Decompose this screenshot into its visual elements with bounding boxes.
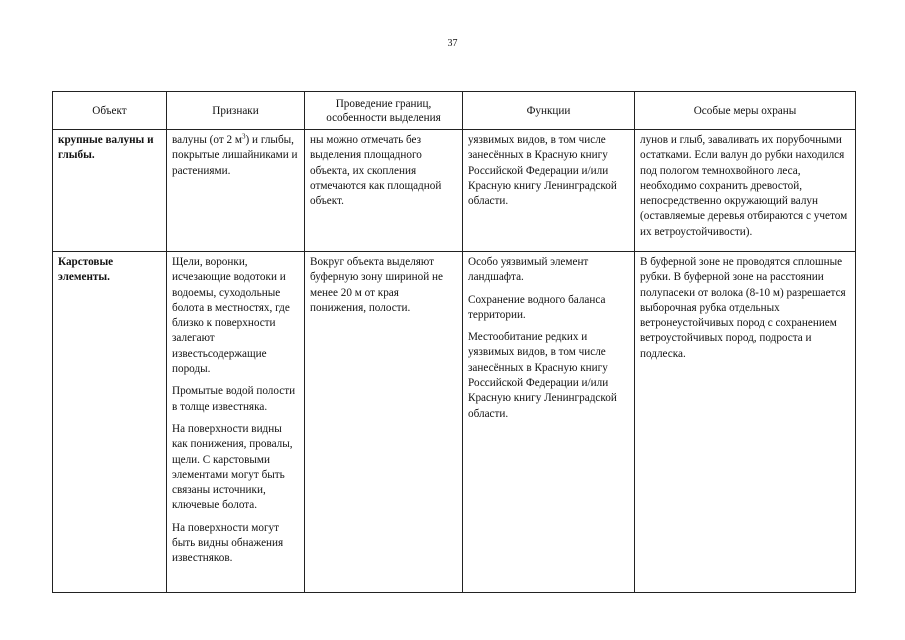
measures-cell — [635, 130, 856, 252]
page-number: 37 — [447, 38, 458, 49]
functions-paragraph: Местообитание редких и уязвимых видов, в том числе занесённых в Красную книгу Российской Федерации и/или Красную книгу Ленинградской области. — [468, 331, 617, 420]
header-signs: Признаки — [167, 92, 305, 130]
object-cell: Карстовые элементы. — [53, 252, 167, 593]
signs-paragraph: Щели, воронки, исчезающие водотоки и водоемы, суходольные болота в местностях, где близко к поверхности залегают известьсодержащие породы. — [172, 256, 290, 376]
signs-paragraph: валуны (от 2 $м^3$) и глыбы, покрытые лишайниками и растениями. — [172, 132, 298, 177]
header-measures: Особые меры охраны — [635, 92, 856, 130]
header-object: Объект — [53, 92, 167, 130]
boundaries-cell — [305, 130, 463, 252]
functions-paragraph: уязвимых видов, в том числе занесённых в Красную книгу Российской Федерации и/или Красную книгу Ленинградской области. — [468, 134, 617, 208]
signs-paragraph: На поверхности могут быть видны обнажения известняков. — [172, 521, 284, 565]
table-row — [53, 130, 856, 252]
boundaries-cell — [305, 252, 463, 593]
functions-paragraph: Сохранение водного баланса территории. — [468, 293, 606, 321]
signs-paragraph: На поверхности видны как понижения, провалы, щели. С карстовыми элементами могут быть связаны источники, ключевые болота. — [172, 422, 293, 512]
measures-paragraph: лунов и глыб, заваливать их порубочными остатками. Если валун до рубки находился под пологом темнохвойного леса, необходимо сохранить древостой, непосредственно окружающий валун (оставляемые деревья отбираются с учетом их ветроустойчивости). — [640, 134, 848, 238]
functions-cell — [463, 252, 635, 593]
boundaries-paragraph: Вокруг объекта выделяют буферную зону шириной не менее 20 м от края понижения, полости. — [310, 256, 443, 314]
boundaries-paragraph: ны можно отмечать без выделения площадного объекта, их скопления отмечаются как площадной объект. — [310, 134, 442, 208]
header-boundaries: Проведение границ, особенности выделения — [305, 92, 463, 130]
functions-cell — [463, 130, 635, 252]
object-cell: крупные валуны и глыбы. — [53, 130, 167, 252]
table-header-row — [53, 92, 856, 130]
signs-cell — [167, 252, 305, 593]
protection-measures-table — [52, 91, 856, 593]
measures-paragraph: В буферной зоне не проводятся сплошные рубки. В буферной зоне на расстоянии полупасеки от волока (8-10 м) разрешается выборочная рубка отдельных ветронеустойчивых пород с сохранением ветроустойчивых пород, подроста и подлеска. — [640, 256, 846, 360]
signs-paragraph: Промытые водой полости в толще известняка. — [172, 385, 296, 413]
signs-cell — [167, 130, 305, 252]
measures-cell — [635, 252, 856, 593]
functions-paragraph: Особо уязвимый элемент ландшафта. — [468, 256, 589, 284]
header-functions: Функции — [463, 92, 635, 130]
table-row — [53, 252, 856, 593]
